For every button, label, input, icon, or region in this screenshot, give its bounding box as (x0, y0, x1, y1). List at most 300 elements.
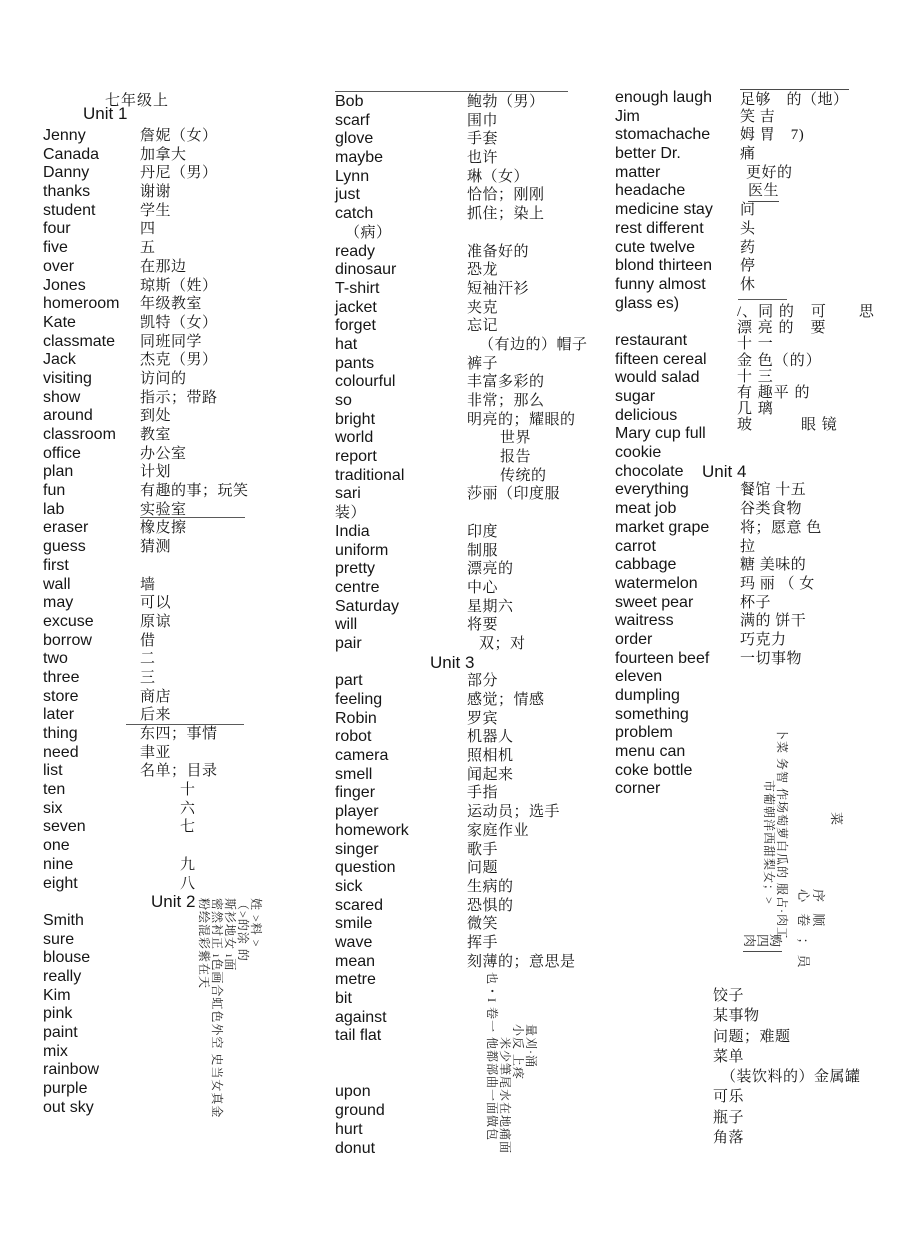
vocab-row (43, 445, 323, 464)
english-word: homework (335, 821, 409, 839)
text-line: 金 色（的） (737, 352, 822, 369)
english-word: pretty (335, 560, 376, 578)
chinese-translation: 丰富多彩的 (467, 374, 545, 391)
vocab-row (335, 467, 615, 486)
english-word: visiting (43, 369, 92, 387)
english-word: homeroom (43, 295, 120, 313)
chinese-translation: 琼斯（姓） (140, 277, 218, 294)
english-word: Lynn (335, 167, 370, 185)
text-line: 饺子 (713, 988, 745, 1004)
chinese-translation: 借 (140, 632, 156, 649)
vocab-row (335, 1102, 615, 1121)
english-word: cabbage (615, 556, 677, 574)
english-word: out sky (43, 1098, 94, 1116)
chinese-translation: 十 (180, 782, 196, 799)
chinese-translation: 杯子 (740, 594, 772, 611)
english-word: may (43, 594, 74, 612)
vocab-row (615, 444, 915, 463)
chinese-translation: 莎丽（印度服 (467, 486, 561, 503)
vocab-row (615, 463, 915, 482)
vocab-row (615, 706, 915, 725)
chinese-translation: 停 (740, 258, 756, 275)
english-word: Jack (43, 351, 76, 369)
vocab-row (335, 504, 615, 523)
english-word: first (43, 556, 69, 574)
text-line: 漂 亮 的 要 (737, 320, 827, 337)
text-line: （装饮料的）金属罐 (713, 1069, 861, 1086)
english-word: eight (43, 874, 78, 892)
english-word: pink (43, 1005, 73, 1023)
chinese-translation: 东四；事情 (140, 726, 218, 742)
vertical-text-line: 也・I 卷一 他都部曲一面做包 (485, 972, 499, 1141)
vocab-row (43, 370, 323, 389)
vocab-row (335, 934, 615, 953)
vocab-column-1 (43, 127, 323, 1117)
chinese-translation: 刻薄的；意思是 (467, 953, 576, 970)
vocab-row (43, 688, 323, 707)
english-word: smile (335, 915, 373, 933)
vertical-text-line: 四 (755, 934, 770, 948)
chinese-translation: 餐馆 十五 (740, 482, 807, 499)
chinese-translation: 糖 美味的 (740, 557, 807, 574)
english-word: hurt (335, 1120, 363, 1138)
english-word: mean (335, 952, 376, 970)
chinese-translation: 橡皮擦 (140, 520, 187, 537)
english-word: glove (335, 130, 374, 148)
english-word: sick (335, 877, 363, 895)
vocab-row (43, 744, 323, 763)
text-line: 有 趣平 的 (737, 385, 811, 402)
vocab-row (43, 538, 323, 557)
english-word: sweet pear (615, 593, 694, 611)
vocab-row (615, 145, 915, 164)
chinese-translation: 世界 (500, 430, 532, 447)
english-word: medicine stay (615, 201, 713, 219)
chinese-translation: 满的 饼干 (740, 613, 807, 630)
english-word: Mary cup full (615, 425, 706, 443)
english-word: rainbow (43, 1061, 100, 1079)
chinese-translation: 围巾 (467, 112, 499, 129)
vertical-text-line: 菜 (829, 812, 844, 827)
chinese-translation: 办公室 (140, 445, 187, 462)
chinese-translation: 闻起来 (467, 766, 514, 783)
english-word: Saturday (335, 597, 400, 615)
english-word: order (615, 630, 653, 648)
english-word: around (43, 407, 93, 425)
vocab-row (335, 841, 615, 860)
english-word: ready (335, 242, 376, 260)
chinese-translation: 二 (140, 651, 156, 668)
vocab-row (43, 650, 323, 669)
english-word: cookie (615, 444, 662, 462)
english-word: part (335, 672, 363, 690)
vertical-text-line: 购 (768, 934, 783, 948)
english-word: lab (43, 500, 65, 518)
chinese-translation: 杰克（男） (140, 352, 218, 369)
unit-1-heading: Unit 1 (83, 104, 128, 123)
english-word: would salad (615, 369, 700, 387)
chinese-translation: 后来 (140, 707, 172, 724)
chinese-translation: 罗宾 (467, 710, 499, 727)
chinese-translation: 五 (140, 240, 156, 257)
english-word: better Dr. (615, 145, 681, 163)
vocab-row (43, 837, 323, 856)
chinese-translation: 谷类食物 (740, 501, 803, 518)
chinese-translation: 部分 (467, 673, 499, 690)
vocab-row (43, 183, 323, 202)
rotated-char-cai (830, 812, 843, 826)
english-word: office (43, 444, 81, 462)
vocab-row (43, 594, 323, 613)
vocab-row (43, 949, 323, 968)
english-word: robot (335, 728, 372, 746)
vocab-row (335, 953, 615, 972)
english-word: enough laugh (615, 89, 712, 106)
vocab-row (335, 1046, 615, 1065)
english-word: waitress (615, 612, 674, 630)
divider-line (335, 91, 568, 92)
vocab-row (335, 1009, 615, 1028)
chinese-translation: 问题 (467, 860, 499, 877)
english-word: bit (335, 990, 352, 1007)
vocab-row (335, 672, 615, 691)
vocab-row (615, 239, 915, 258)
unit-heading-row (43, 893, 323, 912)
vocab-row (43, 426, 323, 445)
chinese-translation: 忘记 (467, 318, 499, 335)
english-word: thing (43, 725, 78, 742)
chinese-translation: 到处 (140, 408, 172, 425)
english-word: delicious (615, 406, 678, 424)
english-word: scarf (335, 111, 370, 129)
text-line: /、同 的 可 思 (737, 304, 875, 320)
chinese-translation: 中心 (467, 579, 499, 596)
english-word: Jim (615, 107, 640, 125)
chinese-translation: 将；愿意 色 (740, 519, 822, 536)
english-word: Bob (335, 93, 364, 110)
english-word: six (43, 799, 63, 817)
unit-heading: Unit 2 (151, 892, 196, 912)
english-word: Danny (43, 164, 90, 182)
vocab-row (615, 257, 915, 276)
vertical-text-line: 粉绘混彩紫在天 (197, 898, 211, 990)
vocab-row (335, 691, 615, 710)
english-word: plan (43, 463, 74, 481)
english-word: upon (335, 1083, 371, 1101)
vertical-text-line: 小反 上疼 (511, 972, 525, 1081)
text-line: 角落 (713, 1130, 745, 1147)
vocab-row (335, 317, 615, 336)
english-word: problem (615, 724, 673, 742)
vocab-row (335, 971, 615, 990)
unit-heading: Unit 3 (430, 652, 475, 672)
vocab-row (43, 1099, 323, 1118)
english-word: show (43, 388, 81, 406)
chinese-translation: 三 (140, 669, 156, 686)
vocab-row (43, 725, 323, 744)
vertical-text-line: （>的涂 的 (236, 898, 250, 962)
chinese-translation: 八 (180, 875, 196, 892)
chinese-translation: 名单；目录 (140, 763, 218, 780)
english-word: blond thirteen (615, 257, 712, 275)
english-word: something (615, 705, 689, 723)
vocab-row (335, 280, 615, 299)
chinese-translation: 商店 (140, 688, 172, 705)
vocab-row (43, 1024, 323, 1043)
vocab-row (43, 875, 323, 894)
vocab-row (615, 164, 915, 183)
chinese-translation: 感觉；情感 (467, 692, 545, 708)
text-line: 某事物 (713, 1008, 760, 1025)
english-word: Kate (43, 313, 76, 331)
vocab-row (335, 635, 615, 654)
chinese-translation: 一切事物 (740, 650, 803, 667)
chinese-translation: 笑 吉 (740, 108, 776, 125)
vocab-row (335, 448, 615, 467)
english-word: Jones (43, 276, 86, 294)
chinese-translation: 医生 (748, 182, 779, 202)
english-word: three (43, 668, 80, 686)
vocab-row (335, 747, 615, 766)
english-word: classroom (43, 426, 116, 443)
chinese-translation: Unit 4 (702, 461, 747, 481)
vocab-row (43, 800, 323, 819)
english-word: really (43, 967, 82, 985)
vertical-text-line: 肉 (742, 934, 757, 948)
chinese-translation: 手指 (467, 785, 499, 802)
english-word: jacket (335, 298, 377, 316)
english-word: so (335, 392, 352, 409)
english-word: need (43, 743, 79, 761)
vocab-row (335, 205, 615, 224)
english-word: sure (43, 930, 75, 948)
english-word: against (335, 1008, 387, 1026)
english-word: scared (335, 896, 384, 914)
english-word: tail flat (335, 1027, 382, 1045)
vocab-row (335, 710, 615, 729)
vocab-row (43, 127, 323, 146)
chinese-translation: 拉 (740, 538, 756, 555)
chinese-translation: 恰恰；刚刚 (467, 187, 545, 204)
english-word: finger (335, 784, 376, 802)
chinese-translation: 七 (180, 819, 196, 836)
chinese-translation: 休 (740, 276, 756, 293)
english-word: coke bottle (615, 761, 693, 779)
chinese-translation: 九 (180, 856, 196, 873)
vocab-row (43, 781, 323, 800)
vertical-text-line: 市葡朝洋西甜梨女；> (762, 728, 776, 905)
chinese-translation: 同班同学 (140, 333, 203, 350)
chinese-translation: 挥手 (467, 934, 499, 951)
chinese-translation: 加拿大 (140, 146, 187, 163)
vocab-row (335, 299, 615, 318)
chinese-translation: 夹克 (467, 299, 499, 316)
vocab-row (335, 243, 615, 262)
english-word: T-shirt (335, 279, 380, 297)
rotated-text-block-unit3 (485, 972, 537, 1154)
chinese-translation: 印度 (467, 523, 499, 540)
english-word: five (43, 239, 68, 257)
unit-heading-row (335, 654, 615, 673)
english-word: list (43, 762, 63, 780)
chinese-translation: 谢谢 (140, 184, 172, 201)
vocab-column-2 (335, 93, 615, 1158)
vocab-row (615, 481, 915, 500)
english-word: corner (615, 780, 661, 798)
vocab-row (335, 485, 615, 504)
vertical-text-line: 密然衬正 ı色画合虹色外空 史当女真金 (210, 898, 224, 1119)
english-word: report (335, 448, 377, 466)
text-line: 问题；难题 (713, 1028, 791, 1045)
vocab-row (615, 500, 915, 519)
chinese-translation: 学生 (140, 202, 172, 219)
chinese-translation: 琳（女） (467, 168, 530, 185)
english-word: menu can (615, 743, 686, 761)
vocab-row (43, 389, 323, 408)
vocab-row (615, 594, 915, 613)
vocab-row (43, 239, 323, 258)
english-word: carrot (615, 537, 656, 555)
rotated-text-block-unit2 (197, 898, 262, 1118)
english-word: funny almost (615, 275, 706, 293)
text-line: 玻 眼 镜 (737, 417, 838, 434)
chinese-translation: 问 (740, 202, 756, 219)
chinese-translation: 也许 (467, 150, 499, 167)
vocab-row (43, 277, 323, 296)
english-word: Jenny (43, 127, 86, 144)
vocab-row (615, 650, 915, 669)
vocab-row (335, 149, 615, 168)
chinese-translation: 教室 (140, 427, 172, 443)
vocab-row (335, 542, 615, 561)
chinese-translation: 报告 (500, 449, 532, 466)
vocab-row (43, 762, 323, 781)
vocab-row (335, 822, 615, 841)
vocab-row (43, 501, 323, 520)
english-word: Robin (335, 709, 377, 727)
english-word: Canada (43, 145, 100, 163)
chinese-translation: 丹尼（男） (140, 165, 218, 182)
vocab-row (43, 856, 323, 875)
english-word: two (43, 650, 68, 668)
chinese-translation: 鲍勃（男） (467, 94, 545, 110)
chinese-translation: 更好的 (746, 164, 793, 181)
chinese-translation: 非常；那么 (467, 393, 545, 409)
english-word: one (43, 837, 70, 855)
english-word: stomachache (615, 126, 711, 144)
text-line: 十 三 (737, 368, 774, 385)
vertical-text-line: 斯衫地女 ı面 (223, 898, 237, 972)
chinese-translation: 访问的 (140, 370, 187, 387)
vocab-row (43, 146, 323, 165)
text-line: 十 一 (737, 336, 774, 353)
chinese-translation: 漂亮的 (467, 561, 514, 578)
english-word: forget (335, 317, 376, 335)
vocab-row (615, 556, 915, 575)
english-word: bright (335, 410, 376, 428)
vocab-row (615, 538, 915, 557)
vocab-row (335, 523, 615, 542)
vocab-row (335, 859, 615, 878)
english-word: classmate (43, 332, 116, 350)
chinese-translation: 玛 丽 （ 女 (740, 575, 815, 592)
vocab-row (43, 1043, 323, 1062)
chinese-translation: 姆 胃 7) (740, 127, 805, 144)
vocab-row (335, 1121, 615, 1140)
chinese-translation: 手套 (467, 131, 499, 148)
english-word: restaurant (615, 331, 688, 349)
vocab-row (335, 616, 615, 635)
vocab-row (615, 575, 915, 594)
english-word: Kim (43, 986, 71, 1004)
vocab-row (335, 990, 615, 1009)
vocab-row (335, 915, 615, 934)
vocab-row (43, 463, 323, 482)
vocab-row (43, 314, 323, 333)
vocab-row (335, 186, 615, 205)
english-word: dumpling (615, 687, 680, 704)
english-word: thanks (43, 183, 91, 201)
chinese-translation: 詹妮（女） (140, 128, 218, 144)
english-word: 装） (335, 505, 367, 522)
vocab-row (335, 803, 615, 822)
scrambled-glyph-cluster (737, 304, 875, 434)
divider-line (140, 517, 245, 518)
chinese-translation: 墙 (140, 576, 156, 593)
english-word: rest different (615, 219, 704, 237)
vocab-row (335, 766, 615, 785)
english-word: matter (615, 163, 661, 181)
chinese-translation: 可以 (140, 595, 172, 612)
vocab-row (43, 164, 323, 183)
vocab-row (615, 612, 915, 631)
divider-line (738, 299, 787, 300)
vocab-row (43, 613, 323, 632)
chinese-translation: 头 (740, 220, 756, 237)
vocab-row (43, 519, 323, 538)
english-word: store (43, 687, 79, 705)
vocab-row (43, 968, 323, 987)
vocab-row (615, 687, 915, 706)
vocab-row (335, 598, 615, 617)
english-word: seven (43, 818, 86, 836)
english-word: just (335, 186, 360, 204)
chinese-translation: 双；对 (479, 635, 526, 652)
vocab-row (335, 1065, 615, 1084)
rotated-text-underlined (743, 934, 782, 952)
chinese-translation: 明亮的；耀眼的 (467, 411, 576, 428)
vocab-row (335, 411, 615, 430)
text-line: 菜单 (713, 1048, 745, 1065)
vocab-row (335, 878, 615, 897)
english-word: wave (335, 933, 373, 951)
english-word: fifteen cereal (615, 350, 707, 368)
chinese-translation: （有边的）帽子 (479, 336, 588, 353)
chinese-translation: 生病的 (467, 878, 514, 895)
vocab-row (615, 668, 915, 687)
chinese-translation: 六 (180, 800, 196, 817)
chinese-translation: 猜测 (140, 539, 172, 556)
english-word: purple (43, 1080, 88, 1098)
page-title: 七年级上 (105, 93, 170, 109)
vocab-row (335, 168, 615, 187)
vocab-row (335, 261, 615, 280)
chinese-translation: 聿亚 (140, 744, 172, 761)
english-word: Smith (43, 911, 84, 929)
vocab-row (43, 669, 323, 688)
english-word: fun (43, 482, 66, 500)
chinese-translation: 准备好的 (467, 243, 530, 260)
